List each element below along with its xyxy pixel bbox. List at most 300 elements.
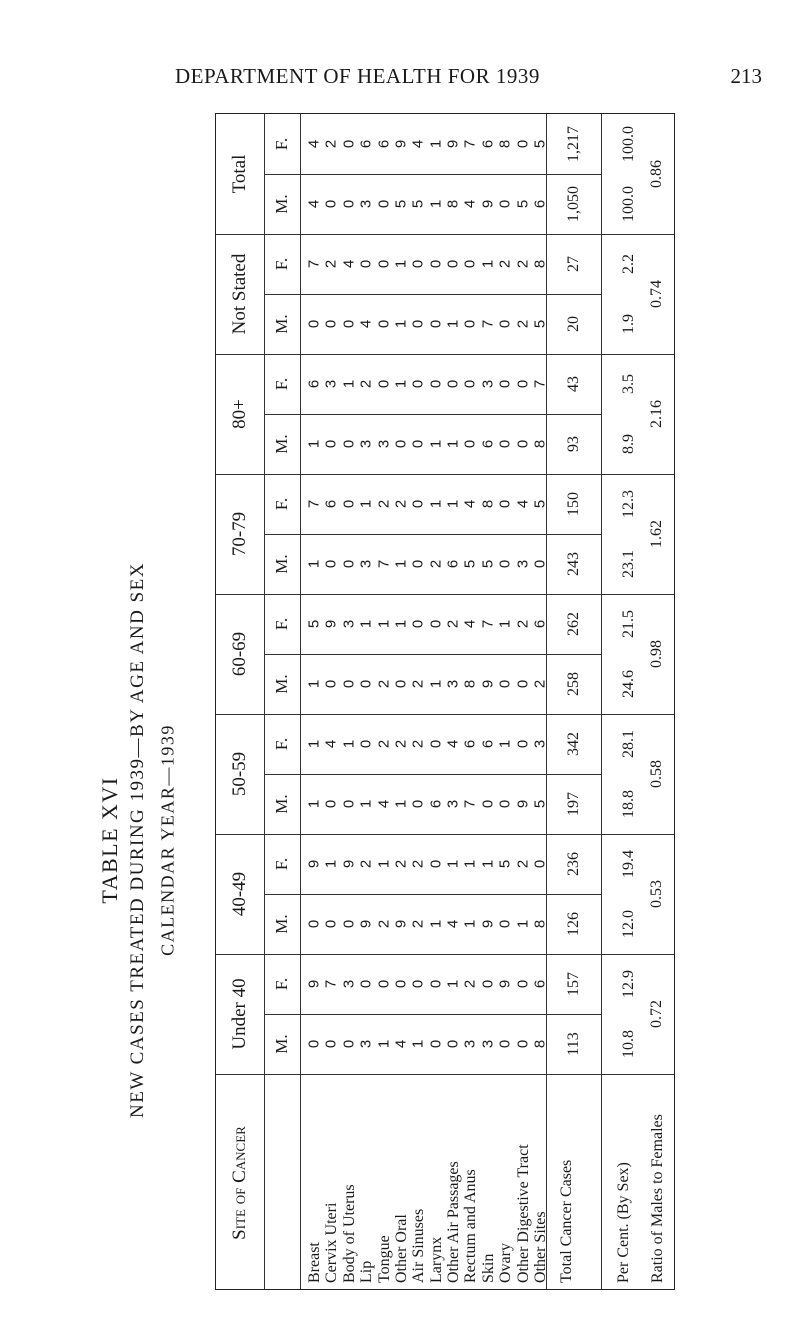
male-count-cell: 0 — [461, 439, 479, 449]
site-row-label: Air Sinuses — [410, 1208, 428, 1283]
rule — [264, 114, 265, 1289]
female-column-header: F. — [272, 617, 291, 631]
female-count-cell: 3 — [479, 379, 497, 389]
female-count-cell: 3 — [531, 739, 549, 749]
male-count-cell: 0 — [322, 319, 340, 329]
male-count-cell: 0 — [340, 919, 358, 929]
male-count-cell: 0 — [427, 319, 445, 329]
male-column-header: M. — [272, 794, 291, 814]
male-count-cell: 1 — [427, 199, 445, 209]
female-count-cell: 1 — [427, 139, 445, 149]
male-column-header: M. — [272, 194, 291, 214]
female-count-cell: 7 — [322, 979, 340, 989]
female-count-cell: 4 — [444, 739, 462, 749]
male-count-cell: 0 — [496, 439, 514, 449]
male-count-cell: 9 — [392, 919, 410, 929]
female-count-cell: 0 — [444, 379, 462, 389]
female-count-cell: 1 — [375, 859, 393, 869]
age-group-header: 50-59 — [229, 751, 250, 797]
male-count-cell: 1 — [392, 559, 410, 569]
female-count-cell: 0 — [444, 259, 462, 269]
male-count-cell: 8 — [461, 679, 479, 689]
female-count-cell: 0 — [409, 259, 427, 269]
male-count-cell: 0 — [514, 679, 532, 689]
female-count-cell: 6 — [461, 739, 479, 749]
male-count-cell: 0 — [322, 799, 340, 809]
male-count-cell: 7 — [461, 799, 479, 809]
table-caption-main: NEW CASES TREATED DURING 1939—BY AGE AND SEX — [127, 562, 148, 1118]
female-count-cell: 2 — [514, 859, 532, 869]
female-count-cell: 6 — [479, 139, 497, 149]
male-count-cell: 4 — [305, 199, 323, 209]
male-count-cell: 0 — [427, 1039, 445, 1049]
female-percent-cell: 19.4 — [620, 850, 637, 878]
male-count-cell: 2 — [375, 679, 393, 689]
male-column-header: M. — [272, 674, 291, 694]
male-count-cell: 1 — [357, 799, 375, 809]
male-count-cell: 2 — [514, 319, 532, 329]
female-count-cell: 0 — [479, 979, 497, 989]
female-count-cell: 6 — [305, 379, 323, 389]
male-percent-cell: 10.8 — [620, 1030, 637, 1058]
female-count-cell: 0 — [375, 259, 393, 269]
female-count-cell: 0 — [409, 379, 427, 389]
male-count-cell: 1 — [427, 439, 445, 449]
female-count-cell: 2 — [392, 739, 410, 749]
female-count-cell: 9 — [444, 139, 462, 149]
female-percent-cell: 21.5 — [620, 610, 637, 638]
ratio-cell: 0.58 — [648, 760, 665, 788]
rule — [216, 714, 674, 715]
female-count-cell: 1 — [392, 379, 410, 389]
male-count-cell: 0 — [531, 559, 549, 569]
male-count-cell: 0 — [340, 199, 358, 209]
female-count-cell: 2 — [322, 259, 340, 269]
male-percent-cell: 23.1 — [620, 550, 637, 578]
site-row-label: Cervix Uteri — [323, 1202, 341, 1283]
female-count-cell: 0 — [461, 259, 479, 269]
female-count-cell: 4 — [340, 259, 358, 269]
female-count-cell: 2 — [322, 139, 340, 149]
male-count-cell: 2 — [409, 679, 427, 689]
ratio-cell: 0.86 — [648, 160, 665, 188]
female-count-cell: 5 — [305, 619, 323, 629]
site-row-label: Other Sites — [532, 1211, 549, 1283]
male-count-cell: 0 — [496, 559, 514, 569]
female-count-cell: 1 — [479, 859, 497, 869]
female-count-cell: 0 — [392, 979, 410, 989]
male-count-cell: 6 — [531, 199, 549, 209]
female-count-cell: 6 — [531, 979, 549, 989]
female-count-cell: 5 — [531, 499, 549, 509]
male-count-cell: 9 — [479, 199, 497, 209]
male-count-cell: 4 — [357, 319, 375, 329]
site-row-label: Other Digestive Tract — [514, 1144, 532, 1283]
female-total-cell: 1,217 — [564, 126, 582, 162]
female-count-cell: 2 — [409, 739, 427, 749]
male-count-cell: 0 — [496, 679, 514, 689]
male-count-cell: 6 — [427, 799, 445, 809]
site-row-label: Other Air Passages — [445, 1161, 463, 1283]
male-column-header: M. — [272, 314, 291, 334]
male-count-cell: 0 — [461, 319, 479, 329]
male-count-cell: 6 — [444, 559, 462, 569]
male-count-cell: 2 — [409, 919, 427, 929]
female-count-cell: 2 — [409, 859, 427, 869]
female-count-cell: 4 — [461, 619, 479, 629]
female-count-cell: 1 — [444, 859, 462, 869]
female-total-cell: 150 — [564, 492, 582, 516]
male-count-cell: 0 — [322, 1039, 340, 1049]
rule — [216, 594, 674, 595]
male-total-cell: 258 — [564, 672, 582, 696]
female-count-cell: 6 — [375, 139, 393, 149]
male-count-cell: 4 — [461, 199, 479, 209]
female-count-cell: 2 — [375, 499, 393, 509]
male-count-cell: 0 — [322, 679, 340, 689]
female-count-cell: 2 — [514, 259, 532, 269]
male-total-cell: 113 — [564, 1032, 582, 1056]
female-count-cell: 1 — [322, 859, 340, 869]
female-count-cell: 1 — [444, 979, 462, 989]
female-count-cell: 0 — [531, 859, 549, 869]
female-count-cell: 0 — [496, 379, 514, 389]
female-count-cell: 0 — [496, 499, 514, 509]
male-count-cell: 9 — [514, 799, 532, 809]
male-count-cell: 1 — [305, 799, 323, 809]
female-count-cell: 3 — [340, 979, 358, 989]
female-count-cell: 6 — [322, 499, 340, 509]
male-count-cell: 3 — [357, 199, 375, 209]
page-number: 213 — [730, 64, 762, 88]
female-count-cell: 0 — [427, 259, 445, 269]
female-percent-cell: 12.9 — [620, 970, 637, 998]
female-count-cell: 7 — [305, 259, 323, 269]
male-count-cell: 5 — [531, 319, 549, 329]
male-count-cell: 0 — [340, 679, 358, 689]
male-count-cell: 1 — [305, 439, 323, 449]
site-row-label: Breast — [306, 1242, 323, 1283]
male-percent-cell: 1.9 — [620, 314, 637, 334]
female-percent-cell: 12.3 — [620, 490, 637, 518]
rule — [264, 414, 601, 415]
male-count-cell: 0 — [409, 319, 427, 329]
female-total-cell: 157 — [564, 972, 582, 996]
female-count-cell: 1 — [357, 499, 375, 509]
male-count-cell: 0 — [305, 319, 323, 329]
male-count-cell: 0 — [496, 319, 514, 329]
female-count-cell: 2 — [357, 859, 375, 869]
male-count-cell: 8 — [531, 439, 549, 449]
female-count-cell: 1 — [479, 259, 497, 269]
male-column-header: M. — [272, 914, 291, 934]
rule — [264, 1014, 601, 1015]
rule — [216, 834, 674, 835]
site-row-label: Body of Uterus — [340, 1184, 358, 1283]
ratio-cell: 2.16 — [648, 400, 665, 428]
female-count-cell: 1 — [357, 619, 375, 629]
female-count-cell: 0 — [409, 979, 427, 989]
site-row-label: Other Oral — [392, 1214, 410, 1283]
male-count-cell: 3 — [479, 1039, 497, 1049]
male-count-cell: 3 — [375, 439, 393, 449]
male-total-cell: 126 — [564, 912, 582, 936]
male-count-cell: 5 — [392, 199, 410, 209]
female-count-cell: 0 — [427, 979, 445, 989]
female-count-cell: 6 — [531, 619, 549, 629]
male-column-header: M. — [272, 1034, 291, 1054]
male-count-cell: 1 — [427, 679, 445, 689]
female-percent-cell: 28.1 — [620, 730, 637, 758]
site-row-label: Ovary — [497, 1243, 515, 1283]
site-row-label: Rectum and Anus — [462, 1169, 480, 1283]
female-count-cell: 8 — [479, 499, 497, 509]
rule — [264, 894, 601, 895]
female-count-cell: 1 — [340, 739, 358, 749]
female-total-cell: 342 — [564, 732, 582, 756]
male-count-cell: 6 — [479, 439, 497, 449]
rule — [216, 474, 674, 475]
female-count-cell: 9 — [305, 859, 323, 869]
female-count-cell: 0 — [514, 379, 532, 389]
female-count-cell: 0 — [357, 259, 375, 269]
table-captions — [88, 120, 198, 1300]
male-count-cell: 0 — [392, 679, 410, 689]
male-count-cell: 0 — [322, 439, 340, 449]
male-count-cell: 0 — [340, 559, 358, 569]
male-count-cell: 0 — [444, 1039, 462, 1049]
female-count-cell: 0 — [461, 379, 479, 389]
female-count-cell: 0 — [427, 859, 445, 869]
female-column-header: F. — [272, 857, 291, 871]
male-count-cell: 8 — [531, 1039, 549, 1049]
male-total-cell: 20 — [564, 316, 582, 332]
male-count-cell: 3 — [357, 559, 375, 569]
cancer-cases-table — [215, 113, 675, 1290]
male-count-cell: 0 — [340, 1039, 358, 1049]
site-row-label: Skin — [479, 1253, 497, 1283]
site-row-label: Tongue — [375, 1235, 393, 1283]
female-count-cell: 2 — [375, 739, 393, 749]
male-count-cell: 0 — [514, 439, 532, 449]
male-count-cell: 0 — [496, 799, 514, 809]
male-count-cell: 1 — [305, 679, 323, 689]
female-column-header: F. — [272, 737, 291, 751]
rule — [264, 654, 601, 655]
female-count-cell: 0 — [375, 979, 393, 989]
male-count-cell: 5 — [514, 199, 532, 209]
female-count-cell: 4 — [322, 739, 340, 749]
female-count-cell: 1 — [392, 259, 410, 269]
male-count-cell: 1 — [444, 439, 462, 449]
male-count-cell: 0 — [514, 1039, 532, 1049]
male-count-cell: 1 — [392, 799, 410, 809]
male-count-cell: 0 — [479, 799, 497, 809]
rule — [216, 354, 674, 355]
ratio-cell: 0.53 — [648, 880, 665, 908]
percent-label: Per Cent. (By Sex) — [615, 1162, 632, 1283]
age-group-header: Not Stated — [229, 253, 250, 335]
male-count-cell: 1 — [305, 559, 323, 569]
female-count-cell: 1 — [340, 379, 358, 389]
female-count-cell: 4 — [409, 139, 427, 149]
female-count-cell: 2 — [392, 499, 410, 509]
age-group-header: 60-69 — [229, 631, 250, 677]
male-total-cell: 243 — [564, 552, 582, 576]
male-count-cell: 5 — [531, 799, 549, 809]
male-count-cell: 0 — [305, 919, 323, 929]
female-count-cell: 0 — [340, 499, 358, 509]
running-head — [0, 64, 800, 94]
rule — [546, 114, 547, 1289]
female-count-cell: 3 — [340, 619, 358, 629]
male-count-cell: 0 — [496, 919, 514, 929]
male-percent-cell: 18.8 — [620, 790, 637, 818]
male-count-cell: 2 — [427, 559, 445, 569]
female-count-cell: 7 — [479, 619, 497, 629]
female-count-cell: 2 — [392, 859, 410, 869]
rule — [264, 774, 601, 775]
female-count-cell: 2 — [357, 379, 375, 389]
male-count-cell: 0 — [305, 1039, 323, 1049]
male-count-cell: 8 — [444, 199, 462, 209]
male-count-cell: 5 — [409, 199, 427, 209]
male-count-cell: 1 — [409, 1039, 427, 1049]
age-group-header: 80+ — [229, 399, 250, 429]
male-count-cell: 3 — [514, 559, 532, 569]
male-count-cell: 0 — [322, 199, 340, 209]
total-cases-label: Total Cancer Cases — [558, 1159, 575, 1283]
female-count-cell: 9 — [305, 979, 323, 989]
male-count-cell: 5 — [461, 559, 479, 569]
male-total-cell: 93 — [564, 436, 582, 452]
male-count-cell: 4 — [392, 1039, 410, 1049]
male-count-cell: 2 — [531, 679, 549, 689]
rule — [601, 114, 602, 1289]
female-count-cell: 7 — [461, 139, 479, 149]
ratio-cell: 0.74 — [648, 280, 665, 308]
female-count-cell: 2 — [461, 979, 479, 989]
age-group-header: Under 40 — [229, 978, 250, 1050]
male-count-cell: 5 — [479, 559, 497, 569]
female-count-cell: 0 — [375, 379, 393, 389]
female-count-cell: 1 — [375, 619, 393, 629]
female-count-cell: 8 — [496, 139, 514, 149]
male-count-cell: 9 — [479, 679, 497, 689]
male-percent-cell: 8.9 — [620, 434, 637, 454]
female-count-cell: 4 — [305, 139, 323, 149]
female-count-cell: 0 — [409, 619, 427, 629]
female-percent-cell: 2.2 — [620, 254, 637, 274]
rule — [300, 114, 301, 1289]
rule — [216, 954, 674, 955]
male-count-cell: 1 — [514, 919, 532, 929]
female-column-header: F. — [272, 257, 291, 271]
female-count-cell: 1 — [496, 739, 514, 749]
female-column-header: F. — [272, 377, 291, 391]
male-count-cell: 1 — [392, 319, 410, 329]
female-count-cell: 1 — [305, 739, 323, 749]
female-count-cell: 0 — [357, 739, 375, 749]
ratio-cell: 1.62 — [648, 520, 665, 548]
male-count-cell: 0 — [322, 919, 340, 929]
female-count-cell: 2 — [514, 619, 532, 629]
male-count-cell: 0 — [340, 319, 358, 329]
male-count-cell: 0 — [392, 439, 410, 449]
female-count-cell: 1 — [496, 619, 514, 629]
male-count-cell: 0 — [375, 319, 393, 329]
female-count-cell: 0 — [340, 139, 358, 149]
male-total-cell: 1,050 — [564, 186, 582, 222]
male-count-cell: 1 — [427, 919, 445, 929]
male-percent-cell: 100.0 — [620, 186, 637, 222]
ratio-label: Ratio of Males to Females — [649, 1114, 666, 1283]
male-count-cell: 3 — [357, 1039, 375, 1049]
male-count-cell: 3 — [444, 679, 462, 689]
age-group-header: Total — [229, 154, 250, 194]
rule — [216, 1074, 674, 1075]
table-number: TABLE XVI — [97, 776, 122, 904]
male-count-cell: 1 — [444, 319, 462, 329]
female-count-cell: 0 — [427, 619, 445, 629]
site-row-label: Larynx — [427, 1236, 445, 1283]
male-percent-cell: 12.0 — [620, 910, 637, 938]
page-header-title: DEPARTMENT OF HEALTH FOR 1939 — [175, 64, 540, 88]
female-count-cell: 0 — [514, 739, 532, 749]
male-count-cell: 9 — [479, 919, 497, 929]
female-count-cell: 9 — [322, 619, 340, 629]
male-count-cell: 9 — [357, 919, 375, 929]
male-count-cell: 2 — [375, 919, 393, 929]
ratio-cell: 0.98 — [648, 640, 665, 668]
male-count-cell: 0 — [496, 199, 514, 209]
female-count-cell: 6 — [357, 139, 375, 149]
male-count-cell: 0 — [409, 799, 427, 809]
rule — [264, 534, 601, 535]
male-count-cell: 1 — [461, 919, 479, 929]
female-count-cell: 5 — [531, 139, 549, 149]
age-group-header: 70-79 — [229, 511, 250, 557]
age-group-header: 40-49 — [229, 871, 250, 917]
ratio-cell: 0.72 — [648, 1000, 665, 1028]
male-count-cell: 3 — [461, 1039, 479, 1049]
female-count-cell: 5 — [496, 859, 514, 869]
female-count-cell: 2 — [444, 619, 462, 629]
male-column-header: M. — [272, 554, 291, 574]
male-count-cell: 0 — [409, 559, 427, 569]
female-count-cell: 1 — [461, 859, 479, 869]
female-total-cell: 236 — [564, 852, 582, 876]
male-count-cell: 7 — [479, 319, 497, 329]
rule — [264, 174, 601, 175]
female-percent-cell: 3.5 — [620, 374, 637, 394]
female-percent-cell: 100.0 — [620, 126, 637, 162]
female-count-cell: 0 — [357, 979, 375, 989]
male-count-cell: 7 — [375, 559, 393, 569]
female-count-cell: 2 — [496, 259, 514, 269]
female-total-cell: 262 — [564, 612, 582, 636]
male-count-cell: 0 — [496, 1039, 514, 1049]
male-total-cell: 197 — [564, 792, 582, 816]
female-count-cell: 0 — [514, 979, 532, 989]
female-count-cell: 0 — [409, 499, 427, 509]
female-count-cell: 7 — [305, 499, 323, 509]
table-caption-sub: CALENDAR YEAR—1939 — [157, 724, 178, 956]
female-count-cell: 3 — [322, 379, 340, 389]
female-count-cell: 9 — [392, 139, 410, 149]
female-count-cell: 1 — [392, 619, 410, 629]
female-count-cell: 0 — [427, 379, 445, 389]
